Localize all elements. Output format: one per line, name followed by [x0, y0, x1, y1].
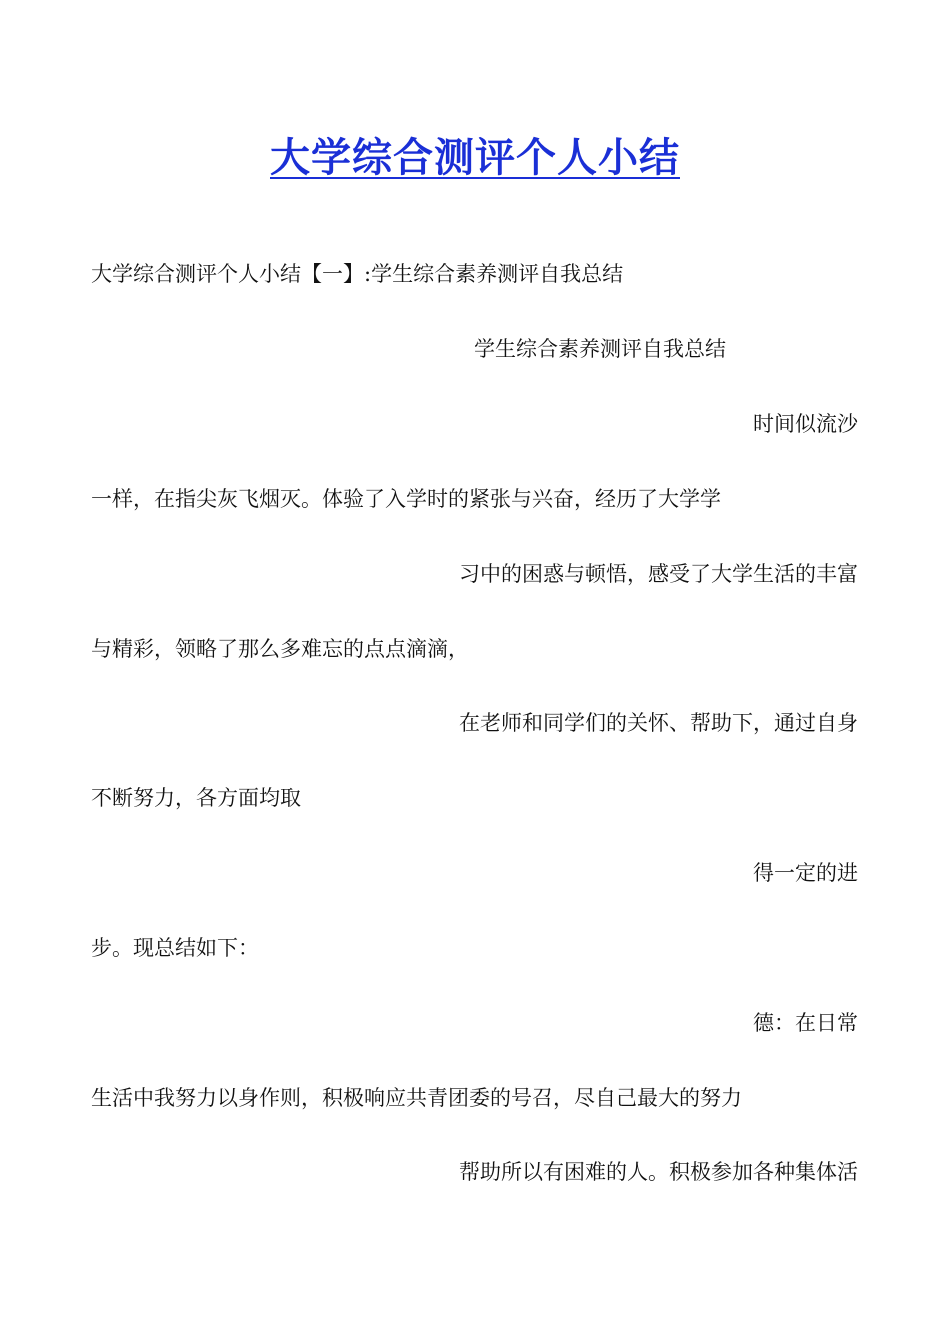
paragraph-line: 步。现总结如下： — [91, 936, 259, 960]
section-heading: 大学综合测评个人小结【一】:学生综合素养测评自我总结 — [91, 262, 624, 286]
subtitle-line: 学生综合素养测评自我总结 — [474, 337, 726, 361]
paragraph-line: 不断努力，各方面均取 — [91, 786, 301, 810]
paragraph-line: 时间似流沙 — [753, 412, 858, 436]
paragraph-line: 帮助所以有困难的人。积极参加各种集体活 — [459, 1160, 858, 1184]
paragraph-line: 得一定的进 — [753, 861, 858, 885]
document-title — [0, 126, 950, 183]
paragraph-line: 生活中我努力以身作则，积极响应共青团委的号召，尽自己最大的努力 — [91, 1086, 742, 1110]
paragraph-line: 与精彩，领略了那么多难忘的点点滴滴， — [91, 637, 469, 661]
title-link[interactable]: 大学综合测评个人小结 — [270, 135, 680, 181]
paragraph-line: 在老师和同学们的关怀、帮助下，通过自身 — [459, 711, 858, 735]
paragraph-line: 德：在日常 — [753, 1011, 858, 1035]
paragraph-line: 一样，在指尖灰飞烟灭。体验了入学时的紧张与兴奋，经历了大学学 — [91, 487, 721, 511]
paragraph-line: 习中的困惑与顿悟，感受了大学生活的丰富 — [459, 562, 858, 586]
